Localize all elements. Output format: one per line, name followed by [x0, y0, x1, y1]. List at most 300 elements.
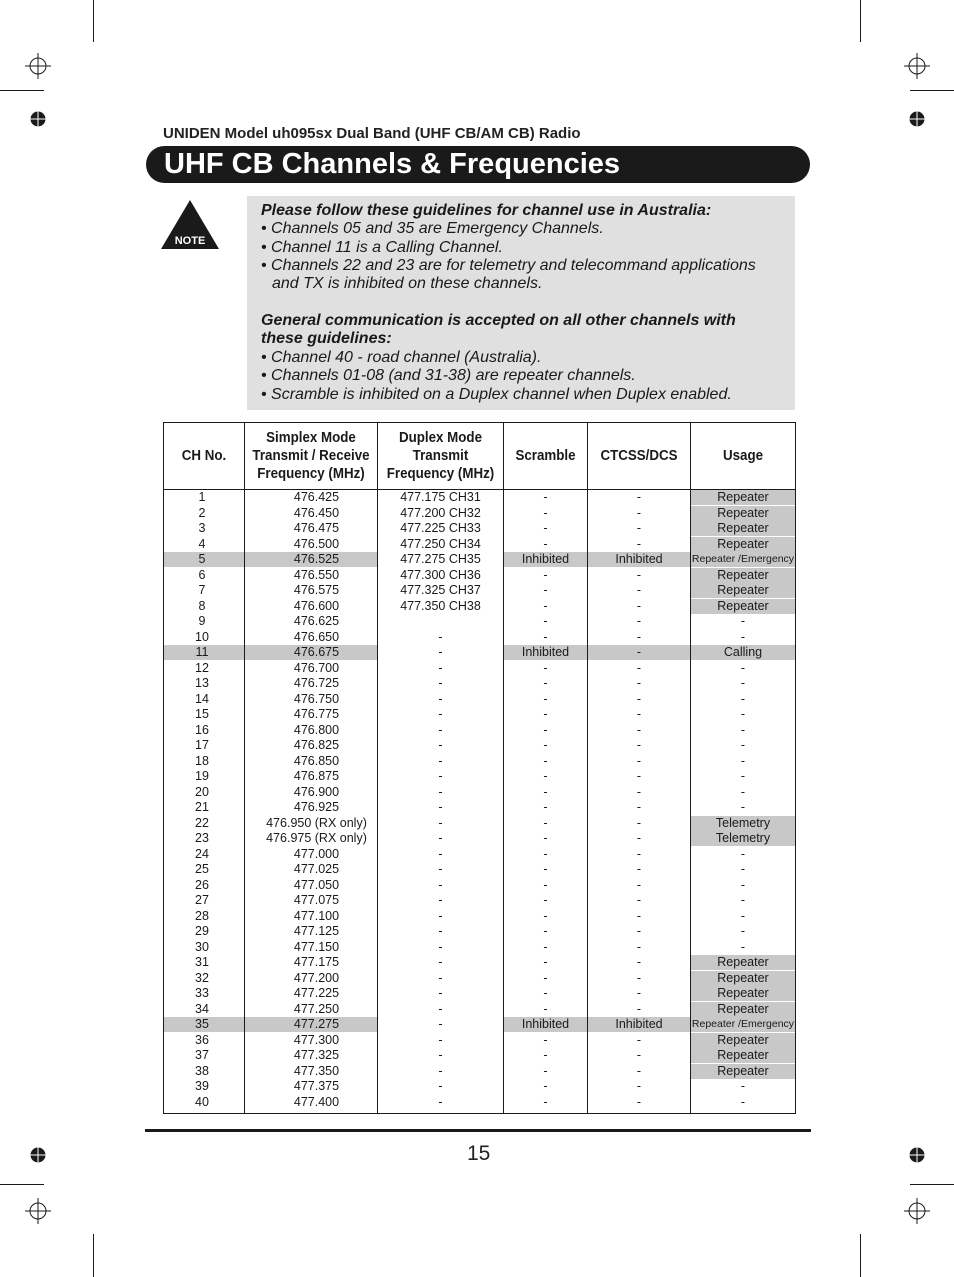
cell-duplex: -	[438, 800, 443, 814]
cell-ctcss: -	[636, 784, 642, 799]
cell-ch: 27	[195, 893, 209, 907]
table-row	[164, 971, 795, 986]
cell-ctcss: -	[636, 567, 642, 582]
cell-simplex: 476.875	[293, 769, 340, 783]
table-row	[164, 1017, 795, 1032]
cell-usage: -	[740, 893, 746, 907]
cell-simplex: 477.075	[293, 893, 340, 907]
cell-scramble: -	[543, 784, 548, 799]
cell-usage: -	[740, 707, 746, 721]
footer-rule	[145, 1129, 811, 1132]
cell-usage: -	[740, 877, 746, 892]
cell-scramble: -	[543, 707, 548, 721]
cell-duplex: -	[438, 893, 443, 907]
cell-simplex: 476.950 (RX only)	[266, 815, 367, 830]
table-row	[164, 1079, 795, 1094]
cell-duplex: -	[438, 676, 443, 690]
model-line: UNIDEN Model uh095sx Dual Band (UHF CB/AM CB) Radio	[163, 125, 581, 142]
cell-usage: -	[740, 660, 746, 675]
note-line: these guidelines:	[261, 330, 392, 347]
cell-usage: Repeater	[691, 1064, 795, 1079]
cell-simplex: 477.400	[293, 1094, 340, 1109]
cell-simplex: 476.975 (RX only)	[266, 831, 367, 845]
cell-simplex: 476.475	[293, 521, 340, 535]
cell-ch: 5	[164, 552, 244, 567]
cell-simplex: 477.125	[293, 924, 340, 938]
cell-scramble: -	[543, 490, 548, 504]
cell-usage: -	[740, 676, 746, 690]
cell-simplex: 477.275	[245, 1017, 377, 1032]
table-row	[164, 754, 795, 769]
cell-usage: -	[740, 800, 746, 814]
cell-usage: -	[740, 924, 746, 938]
cell-ctcss: -	[636, 598, 642, 613]
cell-usage: Repeater	[691, 506, 795, 521]
cell-ctcss: -	[636, 583, 642, 597]
cell-scramble: -	[543, 598, 548, 613]
cell-duplex: -	[438, 1063, 443, 1078]
cell-ctcss: -	[636, 1032, 642, 1047]
cell-ctcss: -	[636, 691, 642, 706]
cell-ch: 2	[198, 505, 206, 520]
table-row	[164, 955, 795, 970]
cell-ctcss: -	[636, 505, 642, 520]
crop-mark	[860, 0, 861, 42]
cell-duplex: -	[438, 955, 443, 969]
header-text: Transmit	[412, 448, 469, 464]
cell-ch: 20	[195, 784, 209, 799]
table-row	[164, 769, 795, 784]
column-header-scramble	[507, 423, 583, 489]
cell-ch: 36	[195, 1032, 209, 1047]
cell-usage: Telemetry	[691, 831, 795, 846]
cell-scramble: -	[543, 1063, 548, 1078]
table-row	[164, 723, 795, 738]
cell-usage: Calling	[691, 645, 795, 660]
cell-ch: 3	[198, 521, 206, 535]
cell-ctcss: -	[636, 846, 642, 861]
cell-scramble: -	[543, 893, 548, 907]
cell-ch: 11	[164, 645, 244, 660]
cell-ctcss: -	[636, 722, 642, 737]
cell-ctcss: -	[636, 769, 642, 783]
note-line: • Channels 01-08 (and 31-38) are repeater channels.	[261, 367, 636, 384]
cell-ch: 33	[195, 986, 209, 1000]
cell-simplex: 476.575	[293, 583, 340, 597]
header-text: Frequency (MHz)	[386, 466, 495, 482]
cell-scramble: -	[543, 629, 548, 644]
cell-duplex: -	[438, 738, 443, 752]
cell-simplex: 477.350	[293, 1063, 340, 1078]
cell-scramble: -	[543, 769, 548, 783]
table-row	[164, 707, 795, 722]
cell-usage: -	[740, 939, 746, 954]
table-row	[164, 661, 795, 676]
cell-ctcss: -	[636, 753, 642, 768]
registration-mark-icon	[25, 53, 51, 79]
cell-ctcss: -	[636, 1048, 642, 1062]
cell-simplex: 477.200	[293, 970, 340, 985]
cell-ch: 19	[195, 769, 209, 783]
cell-simplex: 477.250	[293, 1001, 340, 1016]
cell-usage: Telemetry	[691, 816, 795, 831]
cell-ch: 15	[195, 707, 209, 721]
cell-simplex: 477.150	[293, 939, 340, 954]
table-row	[164, 986, 795, 1001]
cell-ctcss: -	[636, 660, 642, 675]
cell-ctcss: -	[636, 1063, 642, 1078]
cell-ch: 25	[195, 862, 209, 876]
cell-simplex: 477.000	[293, 846, 340, 861]
cell-usage: Repeater	[691, 583, 795, 598]
cell-scramble: Inhibited	[504, 552, 587, 567]
cell-usage: -	[740, 1079, 746, 1093]
cell-usage: Repeater	[691, 568, 795, 583]
cell-ch: 30	[195, 939, 209, 954]
cell-duplex: -	[438, 707, 443, 721]
cell-ctcss: -	[636, 614, 642, 628]
cell-scramble: -	[543, 722, 548, 737]
header-text: Scramble	[515, 448, 576, 464]
cell-usage: -	[740, 784, 746, 799]
cell-simplex: 476.650	[293, 629, 340, 644]
cell-ch: 31	[195, 955, 209, 969]
cell-ctcss: -	[636, 986, 642, 1000]
cell-ch: 21	[195, 800, 209, 814]
table-row	[164, 909, 795, 924]
cell-ctcss: -	[636, 490, 642, 504]
cell-duplex: -	[438, 629, 443, 644]
cell-ch: 37	[195, 1048, 209, 1062]
table-row	[164, 847, 795, 862]
table-row	[164, 1033, 795, 1048]
cell-scramble: -	[543, 1079, 548, 1093]
cell-ctcss: -	[636, 970, 642, 985]
cell-simplex: 476.450	[293, 505, 340, 520]
crop-mark	[0, 1184, 44, 1185]
cell-ch: 10	[195, 629, 209, 644]
table-row	[164, 940, 795, 955]
cell-ctcss: -	[636, 908, 642, 923]
cell-ctcss: -	[636, 831, 642, 845]
cell-simplex: 477.050	[293, 877, 340, 892]
cell-ctcss: -	[636, 1094, 642, 1109]
page-number: 15	[467, 1142, 491, 1165]
cell-ch: 12	[195, 660, 209, 675]
table-row	[164, 583, 795, 598]
cell-scramble: -	[543, 955, 548, 969]
cell-usage: -	[740, 738, 746, 752]
cell-duplex: -	[438, 846, 443, 861]
cell-ctcss: -	[636, 939, 642, 954]
cell-usage: Repeater	[691, 490, 795, 505]
cell-usage: Repeater	[691, 1002, 795, 1017]
cell-simplex: 476.700	[293, 660, 340, 675]
cell-duplex: 477.325 CH37	[400, 583, 481, 597]
cell-ch: 17	[195, 738, 209, 752]
cell-scramble: -	[543, 521, 548, 535]
cell-ctcss: -	[636, 800, 642, 814]
cell-duplex: -	[438, 1001, 443, 1016]
cell-simplex: 477.225	[293, 986, 340, 1000]
table-row	[164, 924, 795, 939]
cell-ctcss: -	[636, 862, 642, 876]
table-row	[164, 738, 795, 753]
cell-usage: Repeater	[691, 1048, 795, 1063]
cell-ctcss: -	[636, 1001, 642, 1016]
cell-scramble: -	[543, 505, 548, 520]
cell-scramble: -	[543, 583, 548, 597]
column-header-simplex	[250, 423, 371, 489]
cell-duplex: 477.250 CH34	[400, 536, 481, 551]
cell-scramble: -	[543, 1001, 548, 1016]
cell-ch: 14	[195, 691, 209, 706]
cell-ctcss: -	[636, 629, 642, 644]
cell-duplex: 477.300 CH36	[400, 567, 481, 582]
cell-ctcss: -	[636, 521, 642, 535]
column-header-duplex	[383, 423, 498, 489]
note-line: General communication is accepted on all other channels with	[261, 312, 736, 329]
cell-ctcss: -	[636, 738, 642, 752]
cell-usage: -	[740, 846, 746, 861]
cell-simplex: 476.625	[293, 614, 340, 628]
title-banner	[146, 146, 810, 183]
cell-duplex: -	[438, 939, 443, 954]
cell-ch: 26	[195, 877, 209, 892]
cell-usage: Repeater	[691, 955, 795, 970]
cell-ctcss: -	[636, 955, 642, 969]
cell-simplex: 477.100	[293, 908, 340, 923]
cell-usage: Repeater /Emergency	[691, 1018, 795, 1030]
cell-ctcss: -	[636, 877, 642, 892]
cell-simplex: 476.525	[245, 552, 377, 567]
cell-ch: 7	[198, 583, 206, 597]
note-line: and TX is inhibited on these channels.	[272, 275, 543, 292]
cell-usage: Repeater	[691, 971, 795, 986]
cell-simplex: 476.725	[293, 676, 340, 690]
cell-duplex: -	[438, 908, 443, 923]
crop-mark	[910, 90, 954, 91]
cell-duplex: -	[438, 645, 443, 659]
registration-mark-icon	[25, 1198, 51, 1224]
column-header-ctcss	[592, 423, 686, 489]
registration-dot-icon	[29, 1146, 47, 1164]
registration-dot-icon	[908, 110, 926, 128]
cell-ctcss: -	[588, 645, 690, 660]
cell-scramble: -	[543, 877, 548, 892]
cell-duplex: -	[438, 1032, 443, 1047]
table-row	[164, 537, 795, 552]
cell-usage: -	[740, 691, 746, 706]
cell-simplex: 476.500	[293, 536, 340, 551]
cell-ch: 23	[195, 831, 209, 845]
crop-mark	[910, 1184, 954, 1185]
cell-ch: 16	[195, 722, 209, 737]
cell-usage: Repeater	[691, 599, 795, 614]
cell-scramble: -	[543, 738, 548, 752]
cell-ch: 34	[195, 1001, 209, 1016]
cell-usage: Repeater	[691, 986, 795, 1001]
cell-simplex: 476.825	[293, 738, 340, 752]
table-row	[164, 862, 795, 877]
cell-duplex: 477.225 CH33	[400, 521, 481, 535]
cell-usage: Repeater	[691, 521, 795, 536]
cell-usage: -	[740, 908, 746, 923]
cell-duplex: -	[438, 986, 443, 1000]
cell-duplex: -	[438, 753, 443, 768]
cell-ch: 29	[195, 924, 209, 938]
cell-usage: Repeater /Emergency	[691, 553, 795, 565]
cell-duplex: 477.350 CH38	[400, 598, 481, 613]
cell-duplex: -	[438, 815, 443, 830]
cell-simplex: 476.800	[293, 722, 340, 737]
cell-ch: 39	[195, 1079, 209, 1093]
cell-ch: 9	[198, 614, 206, 628]
channel-table	[163, 422, 796, 1114]
cell-duplex: 477.200 CH32	[400, 505, 481, 520]
cell-scramble: -	[543, 753, 548, 768]
cell-duplex: -	[438, 1079, 443, 1093]
cell-scramble: -	[543, 614, 548, 628]
cell-duplex: -	[438, 660, 443, 675]
cell-ctcss: -	[636, 536, 642, 551]
cell-ch: 24	[195, 846, 209, 861]
header-text: CTCSS/DCS	[600, 448, 678, 464]
cell-ch: 8	[198, 598, 206, 613]
cell-scramble: -	[543, 908, 548, 923]
cell-simplex: 476.850	[293, 753, 340, 768]
header-text: CH No.	[181, 448, 227, 464]
cell-scramble: -	[543, 1048, 548, 1062]
cell-ctcss: Inhibited	[588, 552, 690, 567]
table-row	[164, 552, 795, 567]
column-header-usage	[695, 423, 791, 489]
cell-simplex: 476.900	[293, 784, 340, 799]
cell-simplex: 476.425	[293, 490, 340, 504]
table-row	[164, 599, 795, 614]
table-row	[164, 1048, 795, 1063]
cell-duplex: -	[438, 1017, 443, 1031]
cell-scramble: -	[543, 660, 548, 675]
registration-dot-icon	[908, 1146, 926, 1164]
table-row	[164, 1064, 795, 1079]
cell-duplex: -	[438, 831, 443, 845]
cell-duplex: -	[438, 877, 443, 892]
cell-usage: -	[740, 614, 746, 628]
table-row	[164, 1095, 795, 1110]
cell-simplex: 477.375	[293, 1079, 340, 1093]
cell-usage: -	[740, 629, 746, 644]
cell-simplex: 477.325	[293, 1048, 340, 1062]
cell-ch: 4	[198, 536, 206, 551]
header-text: Frequency (MHz)	[257, 466, 365, 482]
note-line: • Channel 11 is a Calling Channel.	[261, 239, 503, 256]
note-line: • Channel 40 - road channel (Australia).	[261, 349, 542, 366]
cell-duplex: 477.175 CH31	[400, 490, 481, 504]
table-row	[164, 692, 795, 707]
cell-scramble: -	[543, 800, 548, 814]
cell-scramble: -	[543, 846, 548, 861]
crop-mark	[93, 1234, 94, 1277]
cell-scramble: -	[543, 567, 548, 582]
cell-scramble: -	[543, 536, 548, 551]
cell-scramble: -	[543, 986, 548, 1000]
cell-scramble: -	[543, 939, 548, 954]
cell-ch: 22	[195, 815, 209, 830]
cell-ctcss: -	[636, 924, 642, 938]
crop-mark	[93, 0, 94, 42]
cell-scramble: -	[543, 1032, 548, 1047]
page-title: UHF CB Channels & Frequencies	[164, 148, 621, 180]
cell-usage: Repeater	[691, 1033, 795, 1048]
cell-ch: 1	[198, 490, 206, 504]
cell-duplex: -	[438, 691, 443, 706]
cell-simplex: 476.550	[293, 567, 340, 582]
cell-simplex: 477.025	[293, 862, 340, 876]
note-line: Please follow these guidelines for channel use in Australia:	[261, 202, 712, 219]
cell-duplex: 477.275 CH35	[400, 552, 481, 566]
cell-duplex: -	[438, 924, 443, 938]
cell-ctcss: -	[636, 815, 642, 830]
table-row	[164, 521, 795, 536]
note-line: • Channels 22 and 23 are for telemetry and telecommand applications	[261, 257, 756, 274]
cell-simplex: 476.675	[245, 645, 377, 660]
table-row	[164, 893, 795, 908]
cell-duplex: -	[438, 970, 443, 985]
cell-ctcss: Inhibited	[588, 1017, 690, 1032]
note-warning-icon	[160, 199, 220, 251]
cell-scramble: -	[543, 815, 548, 830]
table-row	[164, 785, 795, 800]
cell-duplex: -	[438, 1048, 443, 1062]
cell-usage: -	[740, 1094, 746, 1109]
cell-duplex: -	[438, 769, 443, 783]
table-row	[164, 506, 795, 521]
cell-simplex: 477.300	[293, 1032, 340, 1047]
header-text: Simplex Mode	[266, 430, 356, 446]
crop-mark	[0, 90, 44, 91]
table-row	[164, 490, 795, 505]
table-row	[164, 614, 795, 629]
cell-ctcss: -	[636, 893, 642, 907]
cell-scramble: -	[543, 831, 548, 845]
cell-usage: -	[740, 722, 746, 737]
cell-simplex: 476.750	[293, 691, 340, 706]
note-icon-label: NOTE	[174, 235, 206, 247]
cell-ch: 18	[195, 753, 209, 768]
cell-usage: -	[740, 769, 746, 783]
cell-ch: 40	[195, 1094, 209, 1109]
table-row	[164, 831, 795, 846]
cell-simplex: 477.175	[293, 955, 340, 969]
cell-ch: 13	[195, 676, 209, 690]
cell-usage: -	[740, 753, 746, 768]
cell-ctcss: -	[636, 1079, 642, 1093]
cell-scramble: -	[543, 970, 548, 985]
cell-scramble: -	[543, 1094, 548, 1109]
cell-scramble: Inhibited	[504, 645, 587, 660]
cell-scramble: Inhibited	[504, 1017, 587, 1032]
cell-simplex: 476.775	[293, 707, 340, 721]
note-line: • Channels 05 and 35 are Emergency Channels.	[261, 220, 604, 237]
table-row	[164, 816, 795, 831]
cell-scramble: -	[543, 676, 548, 690]
note-line: • Scramble is inhibited on a Duplex channel when Duplex enabled.	[261, 386, 732, 403]
cell-duplex	[378, 614, 503, 629]
table-row	[164, 630, 795, 645]
cell-simplex: 476.600	[293, 598, 340, 613]
table-row	[164, 568, 795, 583]
